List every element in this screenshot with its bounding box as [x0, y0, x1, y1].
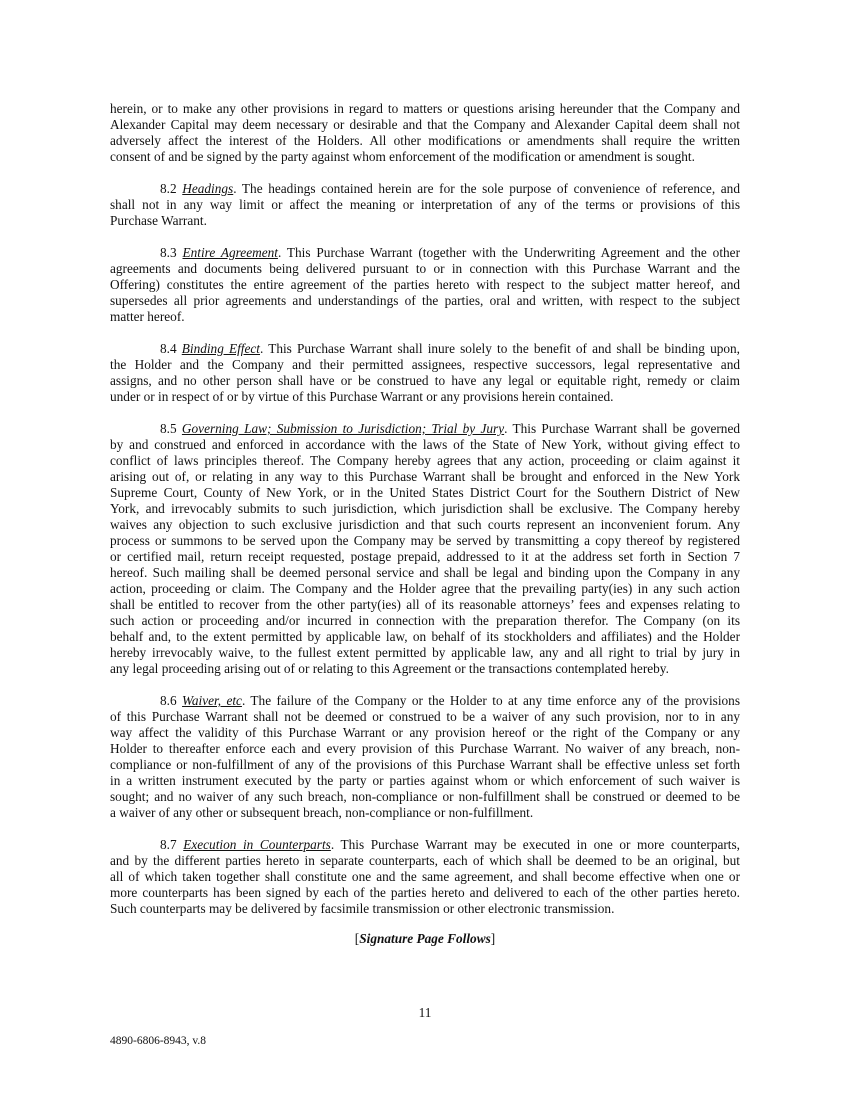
paragraph-line: Such counterparts may be delivered by facsimile transmission or other electronic transmission.	[110, 901, 615, 916]
paragraph-line: arising out of, or relating in any way to this Purchase Warrant shall be brought and enforced in the New York	[110, 469, 740, 484]
paragraph-line: and by the different parties hereto in separate counterparts, each of which shall be deemed to be an original, but	[110, 853, 740, 868]
paragraph-line: agreements and documents being delivered pursuant to or in connection with this Purchase Warrant and the	[110, 261, 740, 276]
paragraph-line: way affect the validity of this Purchase Warrant or any provision hereof or the right of the Company or any	[110, 725, 740, 740]
paragraph-line: more counterparts has been signed by each of the parties hereto and delivered to each of the other parties hereto.	[110, 885, 740, 900]
paragraph-first-line	[110, 693, 740, 709]
paragraph-line: Offering) constitutes the entire agreement of the parties hereto with respect to the subject matter hereof, and	[110, 277, 740, 292]
section-number: 8.3	[160, 245, 183, 260]
paragraph-line: any legal proceeding arising out of or relating to this Agreement or the transactions contemplated hereby.	[110, 661, 669, 676]
paragraph-line: under or in respect of or by virtue of this Purchase Warrant or any provisions herein contained.	[110, 389, 614, 404]
paragraph-first-line	[110, 341, 740, 357]
paragraph-line: York, and irrevocably submits to such jurisdiction, which jurisdiction shall be exclusive. The Company hereby	[110, 501, 740, 516]
paragraph-line: all of which taken together shall constitute one and the same agreement, and shall become effective when one or	[110, 869, 740, 884]
page-number: 11	[418, 1005, 432, 1020]
paragraph-line: Holder to thereafter enforce each and every provision of this Purchase Warrant. No waiver of any breach, non-	[110, 741, 740, 756]
bracket-open: [	[354, 931, 360, 946]
paragraph-first-line	[110, 421, 740, 437]
signature-page-note	[0, 931, 850, 947]
paragraph-line: process or summons to be served upon the Company may be served by transmitting a copy thereof by registered	[110, 533, 740, 548]
section-heading: Waiver, etc	[182, 693, 242, 708]
paragraph-line: hereby irrevocably waive, to the fullest extent permitted by applicable law, any and all right to trial by jury in	[110, 645, 740, 660]
paragraph-line: the Holder and the Company and their permitted assignees, respective successors, legal representative and	[110, 357, 740, 372]
paragraph-first-line	[110, 245, 740, 261]
paragraph-line: herein, or to make any other provisions in regard to matters or questions arising hereunder that the Company and	[110, 101, 740, 116]
paragraph-line: hereof. Such mailing shall be deemed personal service and shall be legal and binding upon the Company in any	[110, 565, 740, 580]
paragraph-line: shall not in any way limit or affect the meaning or interpretation of any of the terms or provisions of this	[110, 197, 740, 212]
paragraph-line: Purchase Warrant.	[110, 213, 207, 228]
paragraph-line: sought; and no waiver of any such breach, non-compliance or non-fulfillment shall be construed or deemed to be	[110, 789, 740, 804]
section-heading: Execution in Counterparts	[183, 837, 331, 852]
section-8-4	[110, 341, 740, 405]
section-number: 8.7	[160, 837, 184, 852]
section-heading: Headings	[182, 181, 234, 196]
section-number: 8.5	[160, 421, 182, 436]
document-id: 4890-6806-8943, v.8	[110, 1035, 207, 1047]
section-number: 8.6	[160, 693, 183, 708]
paragraph-line: compliance or non-fulfillment of any of the provisions of this Purchase Warrant shall be effective unless set forth	[110, 757, 740, 772]
line-text: . The headings contained herein are for the sole purpose of convenience of reference, and	[233, 181, 740, 196]
paragraph-line: or certified mail, return receipt requested, postage prepaid, addressed to it at the address set forth in Section 7	[110, 549, 740, 564]
paragraph-line: consent of and be signed by the party against whom enforcement of the modification or amendment is sought.	[110, 149, 695, 164]
paragraph-line: assigns, and no other person shall have or be construed to have any legal or equitable right, remedy or claim	[110, 373, 740, 388]
section-number: 8.2	[160, 181, 183, 196]
section-8-3	[110, 245, 740, 325]
paragraph-line: adversely affect the interest of the Holders. All other modifications or amendments shall require the written	[110, 133, 740, 148]
paragraph-line: action, proceeding or claim. The Company and the Holder agree that the prevailing party(ies) in any such action	[110, 581, 740, 596]
paragraph-continuation	[110, 101, 740, 165]
section-heading: Entire Agreement	[182, 245, 278, 260]
line-text: . This Purchase Warrant (together with the Underwriting Agreement and the other	[277, 245, 740, 260]
paragraph-line: conflict of laws principles thereof. The Company hereby agrees that any action, proceeding or claim against it	[110, 453, 740, 468]
section-heading: Binding Effect	[181, 341, 260, 356]
line-text: . This Purchase Warrant may be executed in one or more counterparts,	[330, 837, 740, 852]
bracket-close: ]	[490, 931, 496, 946]
paragraph-first-line	[110, 181, 740, 197]
section-8-6	[110, 693, 740, 821]
section-8-2	[110, 181, 740, 229]
paragraph-line: Alexander Capital may deem necessary or desirable and that the Company and Alexander Capital deem shall not	[110, 117, 740, 132]
paragraph-line: of this Purchase Warrant shall not be deemed or construed to be a waiver of any such provision, nor to in any	[110, 709, 740, 724]
signature-text: Signature Page Follows	[359, 931, 491, 946]
paragraph-line: waives any objection to such exclusive jurisdiction and that such courts represent an inconvenient forum. Any	[110, 517, 740, 532]
section-8-7	[110, 837, 740, 917]
paragraph-line: in a written instrument executed by the party or parties against whom or which enforcement of such waiver is	[110, 773, 740, 788]
section-8-5	[110, 421, 740, 677]
line-text: . This Purchase Warrant shall inure solely to the benefit of and shall be binding upon,	[260, 341, 740, 356]
line-text: . This Purchase Warrant shall be governed	[504, 421, 740, 436]
paragraph-line: shall be entitled to recover from the other party(ies) all of its reasonable attorneys’ fees and expenses relating to	[110, 597, 740, 612]
paragraph-line: behalf and, to the extent permitted by applicable law, on behalf of its stockholders and affiliates) and the Holder	[110, 629, 740, 644]
line-text: . The failure of the Company or the Holder to at any time enforce any of the provisions	[241, 693, 740, 708]
paragraph-line: such action or proceeding and/or incurred in connection with the preparation therefor. The Company (on its	[110, 613, 740, 628]
section-heading: Governing Law; Submission to Jurisdiction; Trial by Jury	[181, 421, 505, 436]
paragraph-line: Supreme Court, County of New York, or in the United States District Court for the Southern District of New	[110, 485, 740, 500]
paragraph-line: supersedes all prior agreements and understandings of the parties, oral and written, with respect to the subject	[110, 293, 740, 308]
section-number: 8.4	[160, 341, 182, 356]
paragraph-line: by and construed and enforced in accordance with the laws of the State of New York, without giving effect to	[110, 437, 740, 452]
paragraph-first-line	[110, 837, 740, 853]
paragraph-line: matter hereof.	[110, 309, 185, 324]
paragraph-line: a waiver of any other or subsequent breach, non-compliance or non-fulfillment.	[110, 805, 534, 820]
